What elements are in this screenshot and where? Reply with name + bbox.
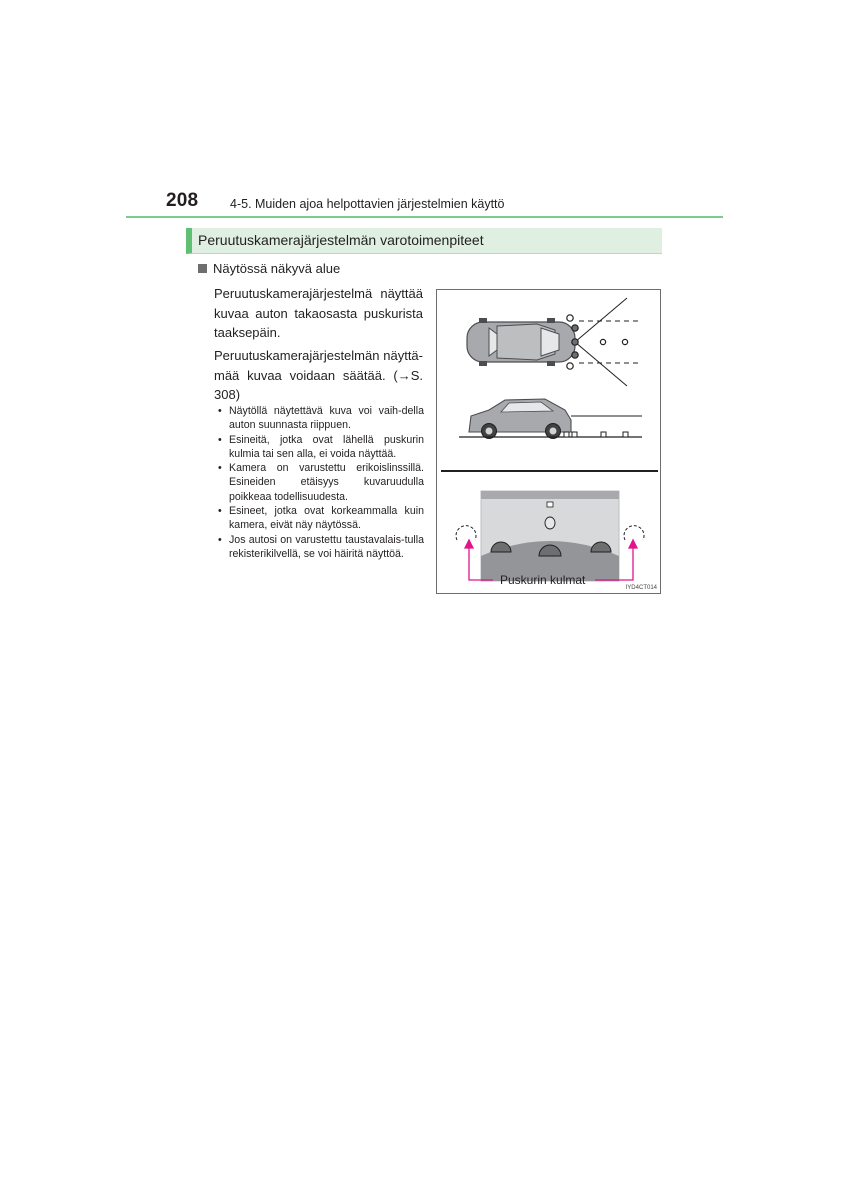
header-rule <box>126 216 723 218</box>
square-bullet-icon <box>198 264 207 273</box>
ground-markers-side <box>564 432 628 437</box>
list-item <box>218 461 424 504</box>
list-item <box>218 433 424 462</box>
section-bar <box>186 228 662 254</box>
list-item-text: Kamera on varustettu erikoislinssillä. Esineiden etäisyys kuvaruudulla poikkeaa todellisuudesta. <box>229 462 424 503</box>
list-item-text: Näytöllä näytettävä kuva voi vaih-della auton suunnasta riippuen. <box>229 405 424 432</box>
bullet-dot-icon: • <box>218 405 222 417</box>
list-item <box>218 504 424 533</box>
bullet-dot-icon: • <box>218 505 222 518</box>
camera-screen-view <box>481 491 619 581</box>
paragraph: Peruutuskamerajärjestelmän näyttä-mää kuvaa voidaan säätää. (→S. 308) <box>214 348 423 402</box>
bullet-dot-icon: • <box>218 433 222 446</box>
section-title: Peruutuskamerajärjestelmän varotoimenpiteet <box>198 232 484 248</box>
car-side-view-icon <box>469 399 571 439</box>
bullet-dot-icon: • <box>218 533 222 546</box>
camera-illustration <box>437 290 662 595</box>
bullet-dot-icon: • <box>218 462 222 475</box>
running-header: 4-5. Muiden ajoa helpottavien järjestelmien käyttö <box>230 197 505 211</box>
car-top-view-icon <box>467 318 575 366</box>
list-item <box>218 533 424 562</box>
list-item <box>218 404 424 433</box>
subheading-text: Näytössä näkyvä alue <box>213 261 341 276</box>
page-number: 208 <box>166 190 199 211</box>
list-item-text: Jos autosi on varustettu taustavalais-tulla rekisterikilvellä, se voi häiritä näyttöä. <box>229 533 424 560</box>
figure-code: IYD4CT014 <box>625 585 657 591</box>
bullet-list <box>218 404 424 561</box>
paragraph: Peruutuskamerajärjestelmä näyttää kuvaa auton takaosasta puskurista taaksepäin. <box>214 286 423 340</box>
camera-figure <box>436 289 661 594</box>
list-item-text: Esineitä, jotka ovat lähellä puskurin kulmia tai sen alla, ei voida näyttää. <box>229 433 424 460</box>
subheading <box>198 261 340 276</box>
camera-view-lines <box>575 298 639 386</box>
list-item-text: Esineet, jotka ovat korkeammalla kuin kamera, eivät näy näytössä. <box>229 505 424 532</box>
figure-label: Puskurin kulmat <box>500 573 586 587</box>
